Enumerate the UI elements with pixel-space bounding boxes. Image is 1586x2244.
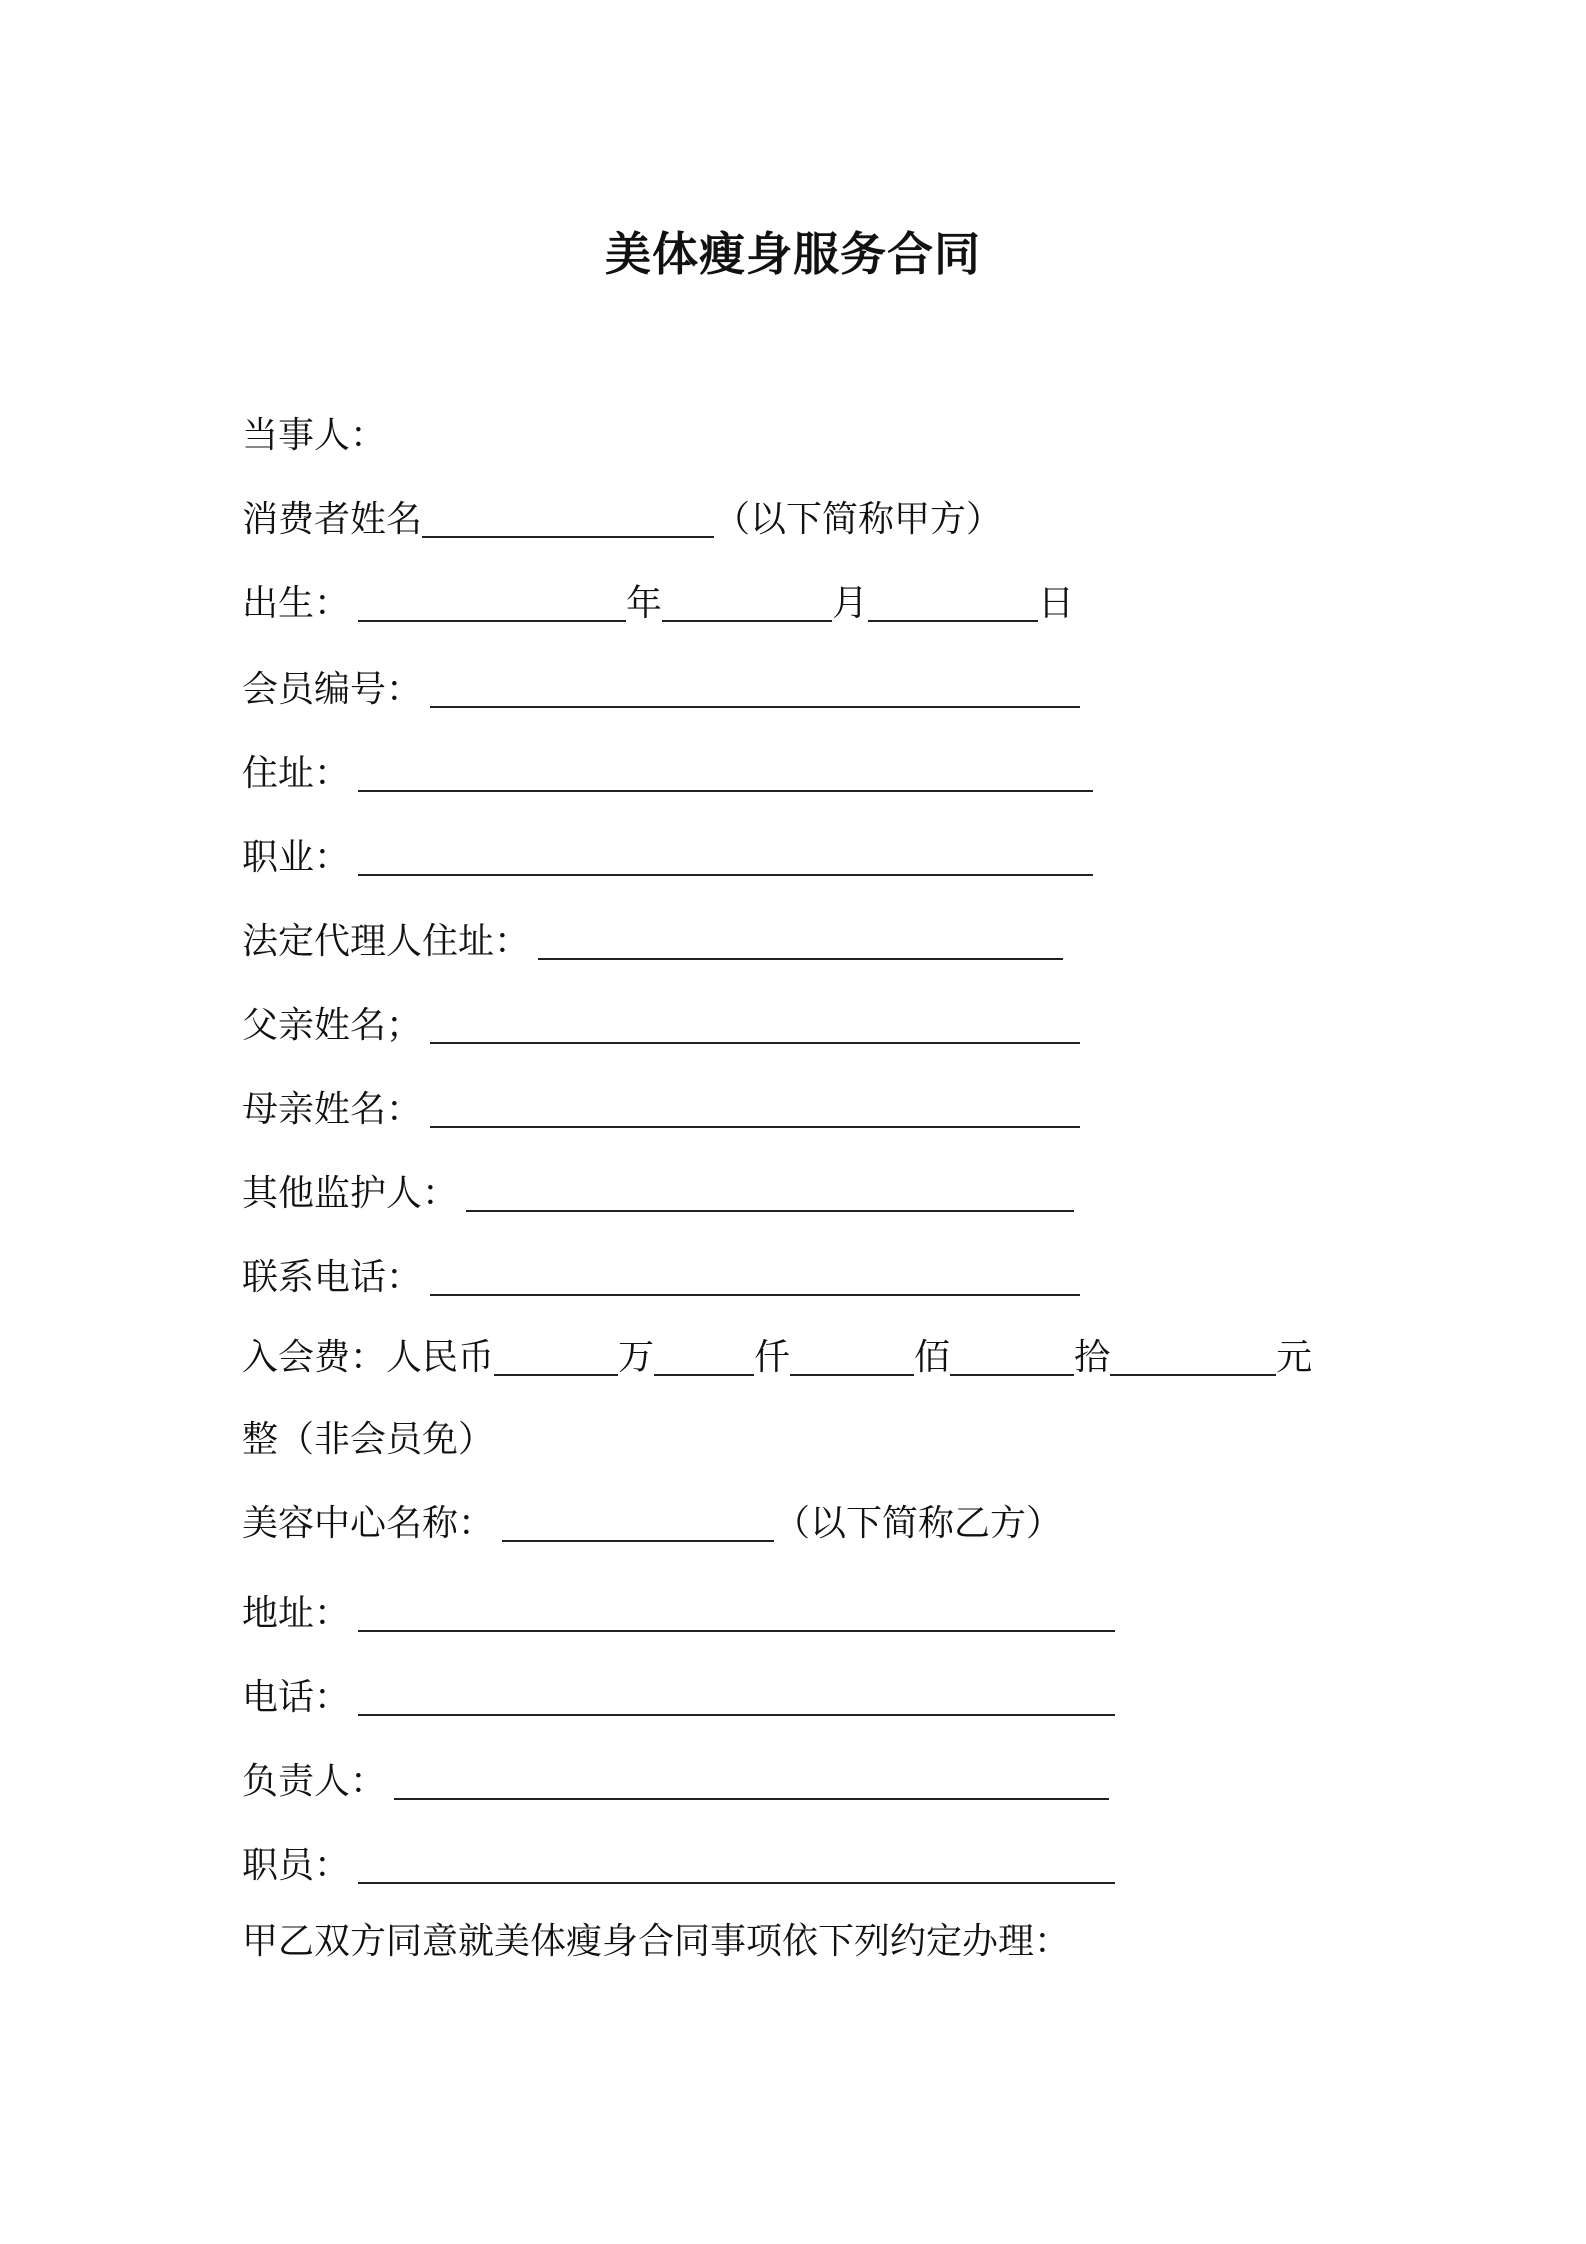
fee-row-continued (242, 1416, 494, 1464)
birth-row (242, 580, 1074, 628)
agreement-row (242, 1918, 1070, 1966)
fee-label: 入会费：人民币 (242, 1337, 495, 1378)
member-no-row (242, 666, 1080, 714)
birth-day-field[interactable] (868, 586, 1038, 622)
consumer-name-row (242, 496, 1002, 544)
center-name-label: 美容中心名称： (242, 1503, 495, 1544)
center-phone-label: 电话： (242, 1677, 351, 1718)
manager-label: 负责人： (242, 1761, 387, 1802)
fee-row (242, 1334, 1312, 1382)
center-phone-row (242, 1674, 1115, 1722)
center-name-field[interactable] (502, 1506, 774, 1542)
father-name-label: 父亲姓名； (242, 1005, 423, 1046)
staff-field[interactable] (358, 1848, 1115, 1884)
center-address-label: 地址： (242, 1593, 351, 1634)
fee-note: 整（非会员免） (242, 1419, 495, 1460)
guardian-address-field[interactable] (538, 924, 1063, 960)
consumer-name-field[interactable] (422, 502, 714, 538)
birth-month-label: 月 (832, 583, 869, 624)
other-guardian-field[interactable] (466, 1176, 1074, 1212)
fee-shi-field[interactable] (950, 1340, 1074, 1376)
manager-field[interactable] (394, 1764, 1109, 1800)
center-phone-field[interactable] (358, 1680, 1115, 1716)
manager-row (242, 1758, 1109, 1806)
occupation-field[interactable] (358, 840, 1093, 876)
fee-yuan-field[interactable] (1110, 1340, 1276, 1376)
birth-year-field[interactable] (358, 586, 626, 622)
occupation-row (242, 834, 1093, 882)
other-guardian-row (242, 1170, 1074, 1218)
mother-name-field[interactable] (430, 1092, 1080, 1128)
staff-row (242, 1842, 1115, 1890)
occupation-label: 职业： (242, 837, 351, 878)
address-field[interactable] (358, 756, 1093, 792)
birth-day-label: 日 (1038, 583, 1075, 624)
fee-yuan-label: 元 (1276, 1337, 1313, 1378)
center-address-row (242, 1590, 1115, 1638)
phone-field[interactable] (430, 1260, 1080, 1296)
member-no-field[interactable] (430, 672, 1080, 708)
fee-qian-field[interactable] (654, 1340, 754, 1376)
center-name-row (242, 1500, 1062, 1548)
fee-wan-field[interactable] (494, 1340, 618, 1376)
staff-label: 职员： (242, 1845, 351, 1886)
birth-label: 出生： (242, 583, 351, 624)
member-no-label: 会员编号： (242, 669, 423, 710)
guardian-address-label: 法定代理人住址： (242, 921, 531, 962)
father-name-field[interactable] (430, 1008, 1080, 1044)
mother-name-row (242, 1086, 1080, 1134)
birth-year-label: 年 (626, 583, 663, 624)
agreement-text: 甲乙双方同意就美体瘦身合同事项依下列约定办理： (242, 1921, 1071, 1962)
center-name-suffix: （以下简称乙方） (774, 1503, 1063, 1544)
other-guardian-label: 其他监护人： (242, 1173, 459, 1214)
phone-row (242, 1254, 1080, 1302)
phone-label: 联系电话： (242, 1257, 423, 1298)
mother-name-label: 母亲姓名： (242, 1089, 423, 1130)
birth-month-field[interactable] (662, 586, 832, 622)
document-title: 美体瘦身服务合同 (605, 227, 981, 281)
fee-qian-label: 仟 (754, 1337, 791, 1378)
center-address-field[interactable] (358, 1596, 1115, 1632)
fee-shi-label: 拾 (1074, 1337, 1111, 1378)
consumer-name-label: 消费者姓名 (242, 499, 423, 540)
consumer-name-suffix: （以下简称甲方） (714, 499, 1003, 540)
guardian-address-row (242, 918, 1063, 966)
party-heading (242, 412, 386, 460)
address-label: 住址： (242, 753, 351, 794)
party-heading-label: 当事人： (242, 415, 387, 456)
fee-wan-label: 万 (618, 1337, 655, 1378)
address-row (242, 750, 1093, 798)
fee-bai-label: 佰 (914, 1337, 951, 1378)
fee-bai-field[interactable] (790, 1340, 914, 1376)
father-name-row (242, 1002, 1080, 1050)
